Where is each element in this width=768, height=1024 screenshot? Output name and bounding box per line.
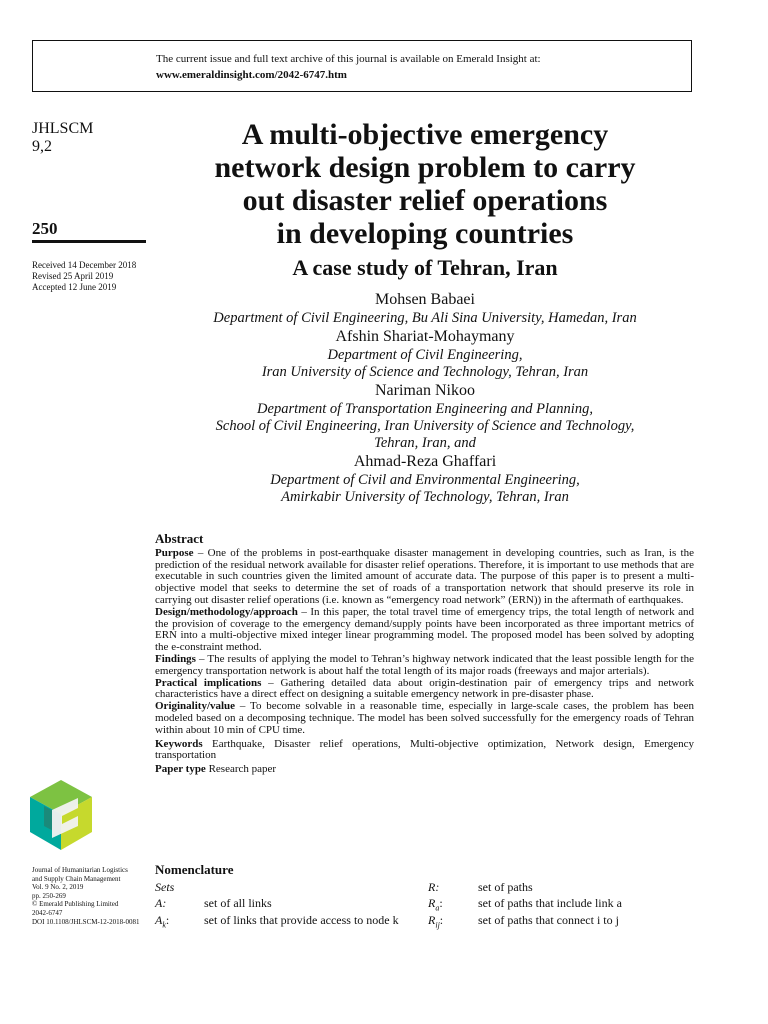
journal-access-box (32, 40, 692, 92)
journal-info-line: 2042-6747 (32, 908, 63, 917)
nomenclature-row (155, 896, 166, 911)
author-affiliation: Department of Transportation Engineering and Planning, (257, 401, 593, 417)
journal-info-line: © Emerald Publishing Limited (32, 900, 119, 909)
page-number-rule (32, 240, 146, 243)
author-affiliation: Department of Civil Engineering, Bu Ali Sina University, Hamedan, Iran (213, 310, 637, 326)
section-label: Purpose (155, 546, 194, 559)
abstract-design (155, 607, 694, 654)
history-dates (32, 260, 136, 293)
section-label: Design/methodology/approach (155, 605, 298, 618)
sets-label: Sets (155, 880, 175, 894)
symbol-subscript: ij (435, 920, 440, 930)
nomenclature-row (428, 880, 439, 895)
paper-type-label: Paper type (155, 763, 206, 776)
section-text: – In this paper, the total travel time of emergency trips, the total length of network and the provision of coverage to the emergency demand/supply points have been incorporated as three important metrics of ERN into a multi-objective mixed integer linear programming model. The proposed model has been solved by adopting the e-constraint method. (155, 605, 694, 654)
section-label: Findings (155, 652, 196, 665)
revised-date: Revised 25 April 2019 (32, 271, 114, 281)
section-text: – The results of applying the model to Tehran’s highway network indicated that the least possible length for the emergency transportation network is about half the total length of its major roads (freeways and major arterials). (155, 652, 694, 677)
author-affiliation: Department of Civil and Environmental Engineering, (270, 472, 580, 488)
nomenclature-row (428, 896, 443, 912)
received-date: Received 14 December 2018 (32, 260, 137, 270)
article-subtitle: A case study of Tehran, Iran (292, 255, 558, 280)
section-text: – To become solvable in a reasonable time, especially in large-scale cases, the problem has been modeled based on a decomposing technique. The model has been solved successfully for the emergency roads of Tehran within about 10 min of CPU time. (155, 700, 694, 736)
title-line: network design problem to carry (214, 151, 636, 184)
access-notice: The current issue and full text archive of this journal is available on Emerald Insight at: (156, 53, 541, 65)
keywords (155, 739, 694, 763)
journal-url[interactable]: www.emeraldinsight.com/2042-6747.htm (156, 69, 347, 81)
journal-abbreviation (32, 120, 93, 156)
author-list (158, 290, 692, 506)
symbol: A: (155, 896, 167, 910)
abstract-findings (155, 654, 694, 678)
author-affiliation: School of Civil Engineering, Iran University of Science and Technology, (215, 418, 635, 434)
author-name: Afshin Shariat-Mohaymany (335, 328, 515, 345)
paper-type (155, 764, 694, 776)
section-text: – Gathering detailed data about origin-destination pair of emergency trips and network characteristics have a direct effect on designing a suitable emergency network in pre-disaster phase. (155, 676, 694, 701)
definition: set of paths that connect i to j (478, 913, 619, 927)
symbol-colon: : (439, 913, 444, 927)
page-number: 250 (32, 219, 58, 238)
journal-info-line: Journal of Humanitarian Logistics (32, 866, 128, 874)
symbol: R (428, 913, 436, 927)
symbol-colon: : (439, 896, 443, 910)
emerald-logo-icon (30, 780, 92, 850)
abstract-heading: Abstract (155, 531, 204, 546)
definition: set of paths that include link a (478, 896, 622, 910)
title-line: in developing countries (276, 217, 574, 250)
article-title (158, 118, 692, 250)
keywords-text: Earthquake, Disaster relief operations, Multi-objective optimization, Network design, Emergency transportation (155, 737, 694, 762)
author-affiliation: Iran University of Science and Technology, Tehran, Iran (261, 364, 589, 380)
journal-abbrev-text: JHLSCM (32, 120, 94, 137)
nomenclature-heading: Nomenclature (155, 862, 234, 877)
definition: set of paths (478, 880, 533, 894)
abstract (155, 533, 694, 776)
section-label: Practical implications (155, 676, 262, 689)
paper-type-text: Research paper (205, 763, 277, 776)
author-name: Ahmad-Reza Ghaffari (353, 453, 497, 470)
symbol: R: (428, 880, 440, 894)
definition: set of links that provide access to node k (204, 913, 399, 927)
nomenclature-row (155, 913, 169, 929)
volume-issue: 9,2 (32, 138, 52, 155)
symbol-colon: : (165, 913, 170, 927)
symbol: A (155, 913, 163, 927)
nomenclature (155, 862, 694, 930)
author-affiliation: Department of Civil Engineering, (327, 347, 523, 363)
section-label: Originality/value (155, 700, 236, 713)
abstract-purpose (155, 548, 694, 607)
section-text: – One of the problems in post-earthquake disaster management in developing countries, such as Iran, is the prediction of the residual network available for disaster relief operations. Therefore, it is important to use methods that are executable in such countries given the limited amount of accurate data. The purpose of this paper is to present a multi-objective model that seeks to determine the set of roads of a transportation network that should preserve its role in carrying out disaster relief operations (i.e. known as “emergency road network” (ERN)) in the aftermath of earthquakes. (155, 546, 694, 606)
symbol: R (428, 896, 436, 910)
symbol-subscript: k (162, 920, 166, 930)
title-line: A multi-objective emergency (241, 118, 609, 151)
abstract-practical (155, 678, 694, 702)
nomenclature-row (428, 913, 443, 929)
symbol-subscript: a (435, 903, 440, 913)
author-affiliation: Tehran, Iran, and (374, 435, 476, 451)
definition: set of all links (204, 896, 272, 910)
author-name: Nariman Nikoo (375, 382, 475, 399)
author-name: Mohsen Babaei (375, 291, 475, 308)
journal-info-line: Vol. 9 No. 2, 2019 (32, 883, 84, 892)
journal-doi[interactable]: DOI 10.1108/JHLSCM-12-2018-0081 (32, 917, 140, 926)
keywords-label: Keywords (155, 737, 203, 750)
journal-info-line: and Supply Chain Management (32, 874, 121, 883)
author-affiliation: Amirkabir University of Technology, Tehran, Iran (281, 489, 569, 505)
title-line: out disaster relief operations (242, 184, 608, 217)
abstract-originality (155, 701, 694, 736)
journal-citation-info (32, 866, 152, 926)
journal-info-line: pp. 250-269 (32, 891, 66, 900)
accepted-date: Accepted 12 June 2019 (32, 282, 117, 292)
